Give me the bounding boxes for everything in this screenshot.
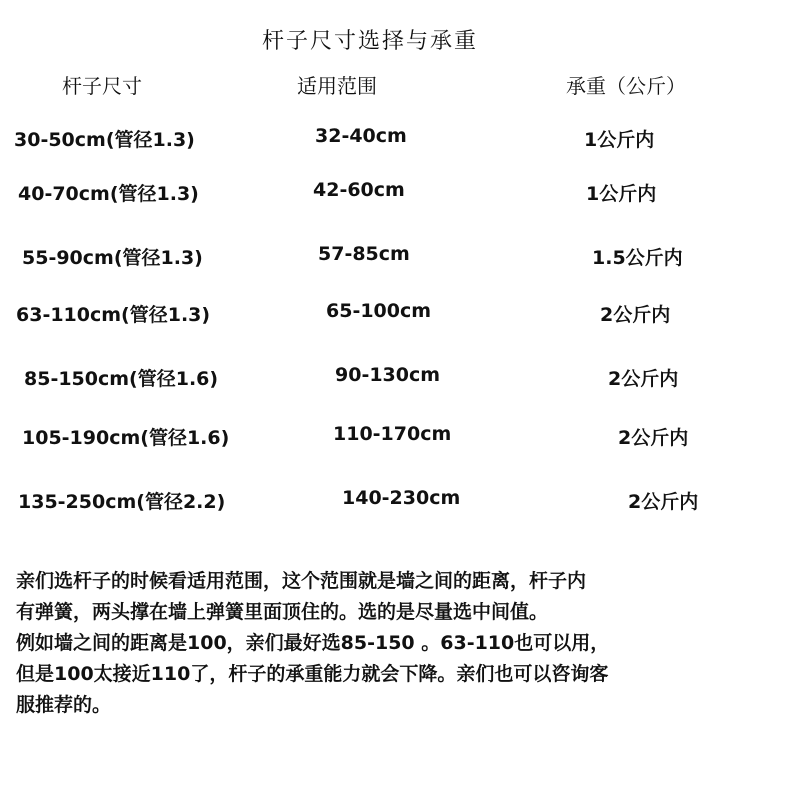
note-line-4: 但是100太接近110了，杆子的承重能力就会下降。亲们也可以咨询客: [16, 663, 609, 685]
header-load: 承重（公斤）: [566, 74, 686, 98]
row-5-range: 90-130cm: [335, 364, 441, 386]
row-6-size: 105-190cm(管径1.6): [22, 427, 230, 449]
row-4-load: 2公斤内: [600, 304, 671, 326]
row-7-size: 135-250cm(管径2.2): [18, 491, 226, 513]
row-6-load: 2公斤内: [618, 427, 689, 449]
row-2-size: 40-70cm(管径1.3): [18, 183, 199, 205]
note-line-3: 例如墙之间的距离是100，亲们最好选85-150 。63-110也可以用，: [16, 632, 610, 654]
header-size: 杆子尺寸: [62, 74, 142, 98]
row-1-load: 1公斤内: [584, 129, 655, 151]
note-line-2: 有弹簧，两头撑在墙上弹簧里面顶住的。选的是尽量选中间值。: [16, 601, 549, 623]
row-2-load: 1公斤内: [586, 183, 657, 205]
note-line-1: 亲们选杆子的时候看适用范围，这个范围就是墙之间的距离，杆子内: [16, 570, 587, 592]
row-1-size: 30-50cm(管径1.3): [14, 129, 195, 151]
row-7-range: 140-230cm: [342, 487, 461, 509]
row-7-load: 2公斤内: [628, 491, 699, 513]
row-3-range: 57-85cm: [318, 243, 410, 265]
row-3-load: 1.5公斤内: [592, 247, 683, 269]
row-1-range: 32-40cm: [315, 125, 407, 147]
row-4-range: 65-100cm: [326, 300, 432, 322]
row-5-load: 2公斤内: [608, 368, 679, 390]
row-6-range: 110-170cm: [333, 423, 452, 445]
note-line-5: 服推荐的。: [16, 694, 112, 716]
row-2-range: 42-60cm: [313, 179, 405, 201]
page-title: 杆子尺寸选择与承重: [261, 29, 478, 54]
row-4-size: 63-110cm(管径1.3): [16, 304, 211, 326]
row-5-size: 85-150cm(管径1.6): [24, 368, 219, 390]
header-range: 适用范围: [297, 74, 377, 98]
note-paragraph: [16, 566, 786, 721]
row-3-size: 55-90cm(管径1.3): [22, 247, 203, 269]
